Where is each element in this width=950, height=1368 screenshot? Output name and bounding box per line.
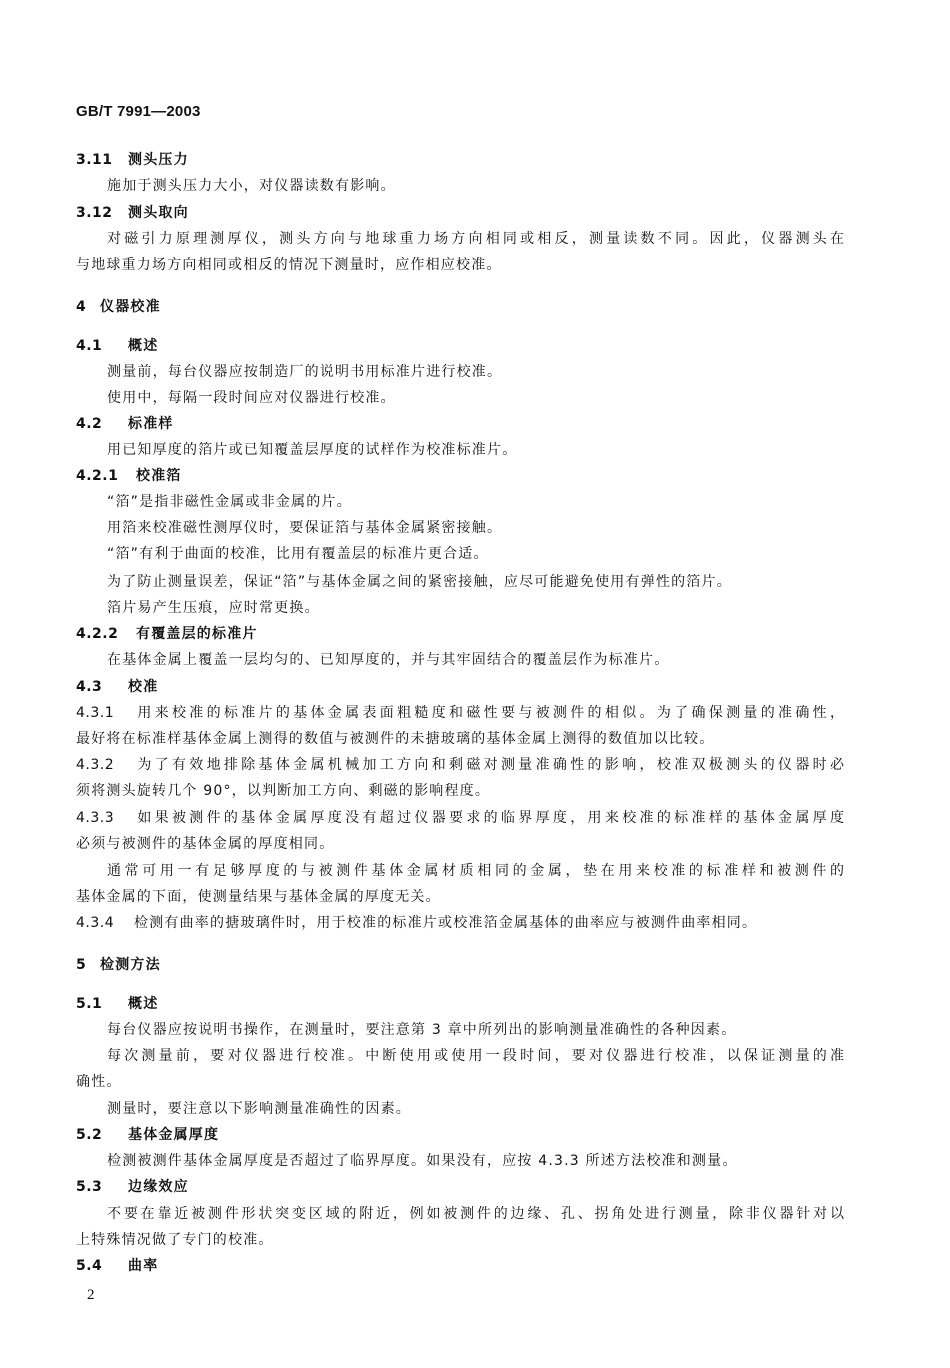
paragraph: 须将测头旋转几个 90°，以判断加工方向、剩磁的影响程度。 <box>76 783 491 799</box>
clause-number: 5.4 <box>76 1258 103 1274</box>
clause-number: 5.1 <box>76 996 103 1012</box>
paragraph: 施加于测头压力大小，对仪器读数有影响。 <box>107 178 396 194</box>
clause-title: 校准 <box>128 679 159 695</box>
clause-number: 4.3.1 <box>76 705 115 721</box>
paragraph-4-3-2 <box>76 755 844 775</box>
heading-5-2 <box>76 1125 219 1145</box>
section-number: 5 <box>76 957 87 973</box>
clause-title: 标准样 <box>128 416 174 432</box>
clause-text: 用来校准的标准片的基体金属表面粗糙度和磁性要与被测件的相似。为了确保测量的准确性， <box>134 705 844 721</box>
paragraph: “箔”是指非磁性金属或非金属的片。 <box>107 494 352 510</box>
paragraph: 对磁引力原理测厚仪，测头方向与地球重力场方向相同或相反，测量读数不同。因此，仪器测头在 <box>107 231 844 247</box>
clause-number: 4.3.2 <box>76 757 115 773</box>
clause-number: 4.3 <box>76 679 103 695</box>
paragraph: 每台仪器应按说明书操作，在测量时，要注意第 3 章中所列出的影响测量准确性的各种因素。 <box>107 1022 737 1038</box>
paragraph: 用箔来校准磁性测厚仪时，要保证箔与基体金属紧密接触。 <box>107 520 503 536</box>
heading-4-2-2 <box>76 624 258 644</box>
paragraph: 通常可用一有足够厚度的与被测件基体金属材质相同的金属，垫在用来校准的标准样和被测件的 <box>107 863 844 879</box>
clause-number: 4.2 <box>76 416 103 432</box>
paragraph: 测量时，要注意以下影响测量准确性的因素。 <box>107 1101 411 1117</box>
clause-number: 4.2.1 <box>76 468 119 484</box>
heading-4-2-1 <box>76 466 182 486</box>
paragraph: 必须与被测件的基体金属的厚度相同。 <box>76 836 335 852</box>
heading-4 <box>76 297 161 317</box>
paragraph: 检测被测件基体金属厚度是否超过了临界厚度。如果没有，应按 4.3.3 所述方法校准和测量。 <box>107 1153 738 1169</box>
clause-number: 4.3.4 <box>76 915 115 931</box>
paragraph: 基体金属的下面，使测量结果与基体金属的厚度无关。 <box>76 889 441 905</box>
clause-text: 为了有效地排除基体金属机械加工方向和剩磁对测量准确性的影响，校准双极测头的仪器时必 <box>134 757 844 773</box>
section-number: 4 <box>76 299 87 315</box>
clause-number: 5.2 <box>76 1127 103 1143</box>
clause-number: 3.11 <box>76 152 113 168</box>
clause-title: 曲率 <box>128 1258 159 1274</box>
clause-title: 校准箔 <box>136 468 182 484</box>
heading-4-1 <box>76 336 158 356</box>
heading-4-3 <box>76 677 158 697</box>
clause-title: 测头取向 <box>128 205 189 221</box>
paragraph: 使用中，每隔一段时间应对仪器进行校准。 <box>107 390 396 406</box>
paragraph: 用已知厚度的箔片或已知覆盖层厚度的试样作为校准标准片。 <box>107 442 518 458</box>
clause-title: 概述 <box>128 996 159 1012</box>
heading-5-1 <box>76 994 158 1014</box>
clause-title: 概述 <box>128 338 159 354</box>
heading-4-2 <box>76 414 174 434</box>
clause-title: 测头压力 <box>128 152 189 168</box>
paragraph: 不要在靠近被测件形状突变区域的附近，例如被测件的边缘、孔、拐角处进行测量，除非仪器针对以 <box>107 1206 844 1222</box>
paragraph: 确性。 <box>76 1074 122 1090</box>
heading-5-3 <box>76 1177 189 1197</box>
paragraph: 箔片易产生压痕，应时常更换。 <box>107 600 320 616</box>
paragraph: 为了防止测量误差，保证“箔”与基体金属之间的紧密接触，应尽可能避免使用有弹性的箔片。 <box>107 574 732 590</box>
clause-number: 4.2.2 <box>76 626 119 642</box>
clause-text: 如果被测件的基体金属厚度没有超过仪器要求的临界厚度，用来校准的标准样的基体金属厚度 <box>134 810 844 826</box>
heading-5 <box>76 955 161 975</box>
paragraph: 测量前，每台仪器应按制造厂的说明书用标准片进行校准。 <box>107 364 503 380</box>
clause-text: 检测有曲率的搪玻璃件时，用于校准的标准片或校准箔金属基体的曲率应与被测件曲率相同。 <box>134 915 758 931</box>
clause-number: 4.1 <box>76 338 103 354</box>
paragraph: 最好将在标准样基体金属上测得的数值与被测件的未搪玻璃的基体金属上测得的数值加以比较。 <box>76 731 715 747</box>
clause-title: 基体金属厚度 <box>128 1127 220 1143</box>
clause-number: 5.3 <box>76 1179 103 1195</box>
paragraph: 每次测量前，要对仪器进行校准。中断使用或使用一段时间，要对仪器进行校准，以保证测量的准 <box>107 1048 844 1064</box>
clause-number: 4.3.3 <box>76 810 115 826</box>
clause-title: 边缘效应 <box>128 1179 189 1195</box>
clause-number: 3.12 <box>76 205 113 221</box>
page-number: 2 <box>87 1287 95 1303</box>
section-title: 仪器校准 <box>100 299 161 315</box>
paragraph: 与地球重力场方向相同或相反的情况下测量时，应作相应校准。 <box>76 257 502 273</box>
section-title: 检测方法 <box>100 957 161 973</box>
heading-5-4 <box>76 1256 158 1276</box>
paragraph-4-3-1 <box>76 703 844 723</box>
paragraph-4-3-4 <box>76 913 757 933</box>
paragraph: “箔”有利于曲面的校准，比用有覆盖层的标准片更合适。 <box>107 546 489 562</box>
paragraph-4-3-3 <box>76 808 844 828</box>
paragraph: 上特殊情况做了专门的校准。 <box>76 1232 274 1248</box>
clause-title: 有覆盖层的标准片 <box>136 626 258 642</box>
paragraph: 在基体金属上覆盖一层均匀的、已知厚度的，并与其牢固结合的覆盖层作为标准片。 <box>107 652 670 668</box>
document-header: GB/T 7991—2003 <box>76 103 201 120</box>
heading-3-11 <box>76 150 189 170</box>
heading-3-12 <box>76 203 189 223</box>
